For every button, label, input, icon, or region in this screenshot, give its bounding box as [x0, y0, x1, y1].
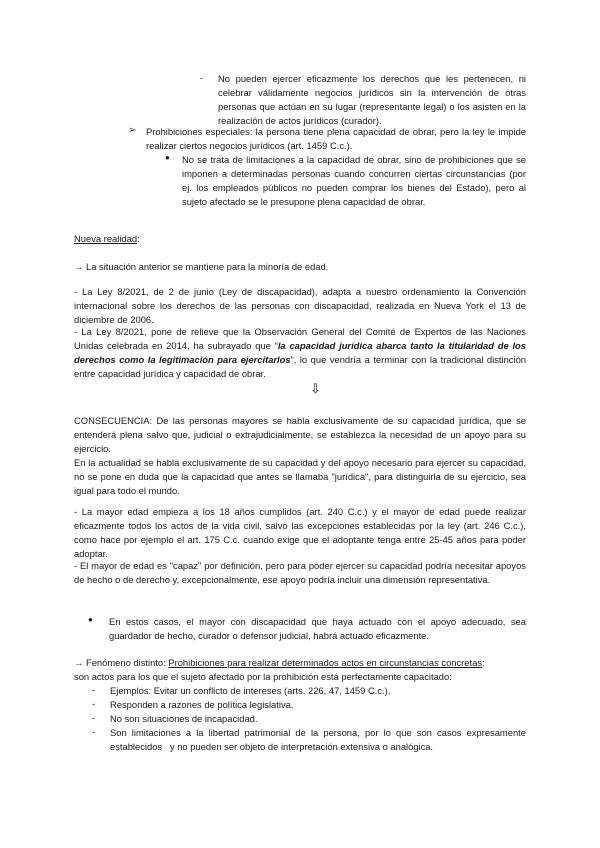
line-fenomeno-distinto	[74, 656, 534, 670]
bullet-dot-icon: ●	[88, 615, 93, 624]
paragraph-no-limitaciones: No se trata de limitaciones a la capacidad de obrar, sino de prohibiciones que se imponen a determinadas personas cuando concurren ciertas circunstancias (por ej. los empleados públicos no pueden comprar los bienes del Estado), pero al sujeto afectado se le presupone plena capacidad de obrar.	[182, 154, 526, 207]
quote-outro: ”, lo que vendría a terminar con la tradicional distinción entre capacidad jurídica y capacidad de obrar.	[74, 354, 526, 379]
paragraph-prohibiciones-especiales: Prohibiciones especiales: la persona tiene plena capacidad de obrar, pero la ley le impide realizar ciertos negocios jurídicos (art. 1459 C.c.).	[146, 126, 526, 151]
heading-colon: :	[137, 233, 140, 244]
list-item: Responden a razones de política legislativa.	[110, 699, 294, 710]
dash-marker: -	[92, 698, 96, 709]
line-actos-capacitado: son actos para los que el sujeto afectado por la prohibición está perfectamente capacitado:	[74, 671, 452, 682]
dash-marker: -	[92, 684, 96, 695]
paragraph-estos-casos: En estos casos, el mayor con discapacidad que haya actuado con el apoyo adecuado, sea guardador de hecho, curador o defensor judicial, habrá actuado eficazmente.	[109, 616, 526, 641]
quote-text: la capacidad jurídica abarca tanto la titularidad de los derechos como la legitimación para ejercitarlos	[74, 340, 527, 365]
dash-marker: -	[200, 72, 204, 83]
paragraph-mayor-edad: - La mayor edad empieza a los 18 años cumplidos (art. 240 C.c.) y el mayor de edad puede realizar eficazmente todos los actos de la vida civil, salvo las excepciones establecidas por la ley (art. 246 C.c.), como hace por ejemplo el art. 175 C.c. cuando exige que el adoptante tenga entre 25-45 años para poder adoptar.	[74, 506, 526, 559]
paragraph-incapaces: No pueden ejercer eficazmente los derechos que les pertenecen, ni celebrar válidamente negocios jurídicos sin la intervención de otras personas que actúan en su lugar (representante legal) o los asisten en la realización de actos jurídicos (curador).	[218, 73, 526, 126]
fenomeno-suffix: :	[482, 657, 485, 668]
paragraph-ley-8-2021-b	[74, 325, 526, 381]
quote-intro: - La Ley 8/2021, pone de relieve que la Observación General del Comité de Expertos de las Naciones Unidas celebrada en 2014, ha subrayado que “	[74, 326, 526, 351]
list-item: Son limitaciones a la libertad patrimonial de la persona, por lo que son casos expresamente establecidos y no pueden ser objeto de interpretación extensiva o analógica.	[110, 727, 529, 752]
dash-marker: -	[92, 712, 96, 723]
dash-marker: -	[92, 726, 96, 737]
paragraph-capaz: - El mayor de edad es "capaz" por definición, pero para poder ejercer su capacidad podría necesitar apoyos de hecho o de derecho y, excepcionalmente, ese apoyo podría incluir una dimensión representativa.	[74, 560, 526, 585]
section-heading-nueva-realidad	[74, 232, 140, 246]
heading-text: Nueva realidad	[74, 233, 138, 244]
list-item: No son situaciones de incapacidad.	[110, 713, 258, 724]
fenomeno-prefix: → Fenómeno distinto:	[74, 657, 169, 668]
list-item: Ejemplos: Evitar un conflicto de intereses (arts. 226, 47, 1459 C.c.).	[110, 685, 391, 696]
paragraph-consecuencia: CONSECUENCIA: De las personas mayores se habla exclusivamente de su capacidad jurídica, que se entenderá plena salvo que, judicial o extrajudicialmente, se establezca la necesidad de un apoyo para su ejercicio.	[74, 415, 526, 454]
line-minoria-edad: → La situación anterior se mantiene para la minoría de edad.	[74, 261, 329, 272]
arrow-bullet-icon: ➢	[128, 125, 137, 136]
down-arrow-icon: ⇩	[310, 381, 321, 396]
fenomeno-underlined: Prohibiciones para realizar determinados actos en circunstancias concretas	[168, 657, 483, 668]
paragraph-ley-8-2021-a: - La Ley 8/2021, de 2 de junio (Ley de discapacidad), adapta a nuestro ordenamiento la Convención internacional sobre los derechos de las personas con discapacidad, realizada en Nueva York el 13 de diciembre de 2006.	[74, 286, 526, 325]
bullet-dot-icon: ●	[165, 153, 170, 162]
paragraph-actualidad: En la actualidad se habla exclusivamente de su capacidad y del apoyo necesario para ejercer su capacidad, no se pone en duda que la capacidad que antes se llamaba "jurídica", para distinguirla de su ejercicio, sea igual para todo el mundo.	[74, 457, 526, 496]
